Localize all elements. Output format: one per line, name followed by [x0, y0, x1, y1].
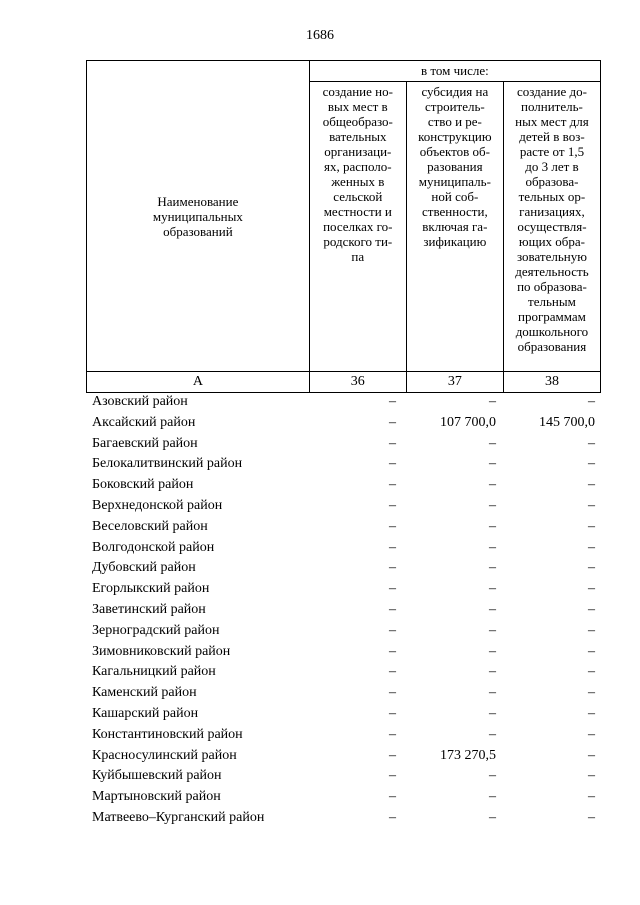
table-row — [86, 683, 601, 704]
value-col38: – — [588, 539, 595, 555]
value-col38: 145 700,0 — [539, 414, 595, 430]
municipality-name: Красносулинский район — [92, 747, 237, 763]
value-col37: – — [489, 518, 496, 534]
value-col36: – — [389, 518, 396, 534]
table-row — [86, 766, 601, 787]
value-col38: – — [588, 685, 595, 701]
table-row — [86, 538, 601, 559]
table-row — [86, 662, 601, 683]
value-col38: – — [588, 789, 595, 805]
value-col36: – — [389, 581, 396, 597]
table-row — [86, 725, 601, 746]
value-col36: – — [389, 789, 396, 805]
municipality-name: Багаевский район — [92, 435, 198, 451]
value-col37: 173 270,5 — [440, 747, 496, 763]
header-idx-36: 36 — [309, 372, 406, 393]
municipality-name: Егорлыкский район — [92, 581, 210, 597]
table-row — [86, 808, 601, 829]
table-row — [86, 621, 601, 642]
municipality-name: Мартыновский район — [92, 789, 221, 805]
value-col38: – — [588, 497, 595, 513]
value-col37: – — [489, 809, 496, 825]
municipality-name: Веселовский район — [92, 518, 208, 534]
value-col36: – — [389, 768, 396, 784]
value-col36: – — [389, 477, 396, 493]
value-col38: – — [588, 560, 595, 576]
table-row — [86, 787, 601, 808]
value-col36: – — [389, 539, 396, 555]
municipality-name: Белокалитвинский район — [92, 456, 243, 472]
value-col37: – — [489, 497, 496, 513]
value-col36: – — [389, 664, 396, 680]
value-col37: – — [489, 643, 496, 659]
value-col37: – — [489, 685, 496, 701]
value-col38: – — [588, 518, 595, 534]
municipality-name: Каменский район — [92, 685, 197, 701]
value-col38: – — [588, 622, 595, 638]
municipality-name: Константиновский район — [92, 726, 243, 742]
value-col37: – — [489, 726, 496, 742]
header-idx-38: 38 — [503, 372, 600, 393]
value-col38: – — [588, 809, 595, 825]
value-col38: – — [588, 394, 595, 409]
value-col37: – — [489, 622, 496, 638]
value-col37: – — [489, 601, 496, 617]
value-col36: – — [389, 747, 396, 763]
municipality-name: Куйбышевский район — [92, 768, 222, 784]
value-col36: – — [389, 685, 396, 701]
table-row — [86, 746, 601, 767]
value-col37: 107 700,0 — [440, 414, 496, 430]
municipality-name: Матвеево–Курганский район — [92, 809, 265, 825]
value-col37: – — [489, 560, 496, 576]
table-row — [86, 496, 601, 517]
header-idx-37: 37 — [406, 372, 503, 393]
table-header — [86, 60, 601, 393]
municipality-name: Зерноградский район — [92, 622, 220, 638]
header-col37: субсидия на строитель- ство и ре- конструкцию объектов об- разования муниципаль- ной соб- ственности, включая га- зификацию — [406, 82, 503, 372]
value-col38: – — [588, 726, 595, 742]
municipality-name: Волгодонской район — [92, 539, 215, 555]
table-row — [86, 434, 601, 455]
table-row — [86, 413, 601, 434]
municipality-name: Зимовниковский район — [92, 643, 231, 659]
value-col36: – — [389, 705, 396, 721]
municipality-name: Заветинский район — [92, 601, 206, 617]
value-col36: – — [389, 497, 396, 513]
municipality-name: Аксайский район — [92, 414, 196, 430]
value-col36: – — [389, 643, 396, 659]
value-col36: – — [389, 414, 396, 430]
value-col36: – — [389, 456, 396, 472]
value-col36: – — [389, 622, 396, 638]
header-col36: создание но- вых мест в общеобразо- вательных организаци- ях, располо- женных в сельской местности и поселках го- родского ти- па — [309, 82, 406, 372]
value-col38: – — [588, 643, 595, 659]
table-row — [86, 454, 601, 475]
table-row — [86, 392, 601, 413]
value-col37: – — [489, 394, 496, 409]
table-row — [86, 475, 601, 496]
municipality-name: Азовский район — [92, 394, 188, 409]
table-row — [86, 558, 601, 579]
value-col38: – — [588, 705, 595, 721]
municipality-name: Дубовский район — [92, 560, 196, 576]
value-col37: – — [489, 581, 496, 597]
table-row — [86, 517, 601, 538]
header-idx-a: А — [87, 372, 310, 393]
value-col37: – — [489, 664, 496, 680]
value-col37: – — [489, 435, 496, 451]
value-col38: – — [588, 664, 595, 680]
value-col38: – — [588, 456, 595, 472]
municipality-name: Верхнедонской район — [92, 497, 223, 513]
value-col38: – — [588, 477, 595, 493]
value-col38: – — [588, 435, 595, 451]
value-col38: – — [588, 768, 595, 784]
value-col37: – — [489, 768, 496, 784]
header-name-column: Наименование муниципальных образований — [87, 61, 310, 372]
table-row — [86, 704, 601, 725]
header-including: в том числе: — [309, 61, 600, 82]
value-col36: – — [389, 601, 396, 617]
table-row — [86, 600, 601, 621]
value-col37: – — [489, 789, 496, 805]
value-col38: – — [588, 747, 595, 763]
value-col36: – — [389, 394, 396, 409]
table-row — [86, 642, 601, 663]
page-number: 1686 — [306, 28, 334, 43]
municipality-name: Кагальницкий район — [92, 664, 216, 680]
table-row — [86, 579, 601, 600]
value-col36: – — [389, 560, 396, 576]
value-col37: – — [489, 705, 496, 721]
value-col37: – — [489, 477, 496, 493]
value-col37: – — [489, 539, 496, 555]
municipality-name: Боковский район — [92, 477, 194, 493]
value-col36: – — [389, 726, 396, 742]
header-col38: создание до- полнитель- ных мест для детей в воз- расте от 1,5 до 3 лет в образова- тельных ор- ганизациях, осуществля- ющих обра- зовательную деятельность по образова- тельным программам дошкольного образования — [503, 82, 600, 372]
value-col37: – — [489, 456, 496, 472]
value-col36: – — [389, 809, 396, 825]
municipality-name: Кашарский район — [92, 705, 199, 721]
value-col38: – — [588, 581, 595, 597]
value-col38: – — [588, 601, 595, 617]
value-col36: – — [389, 435, 396, 451]
table-body — [86, 392, 601, 829]
